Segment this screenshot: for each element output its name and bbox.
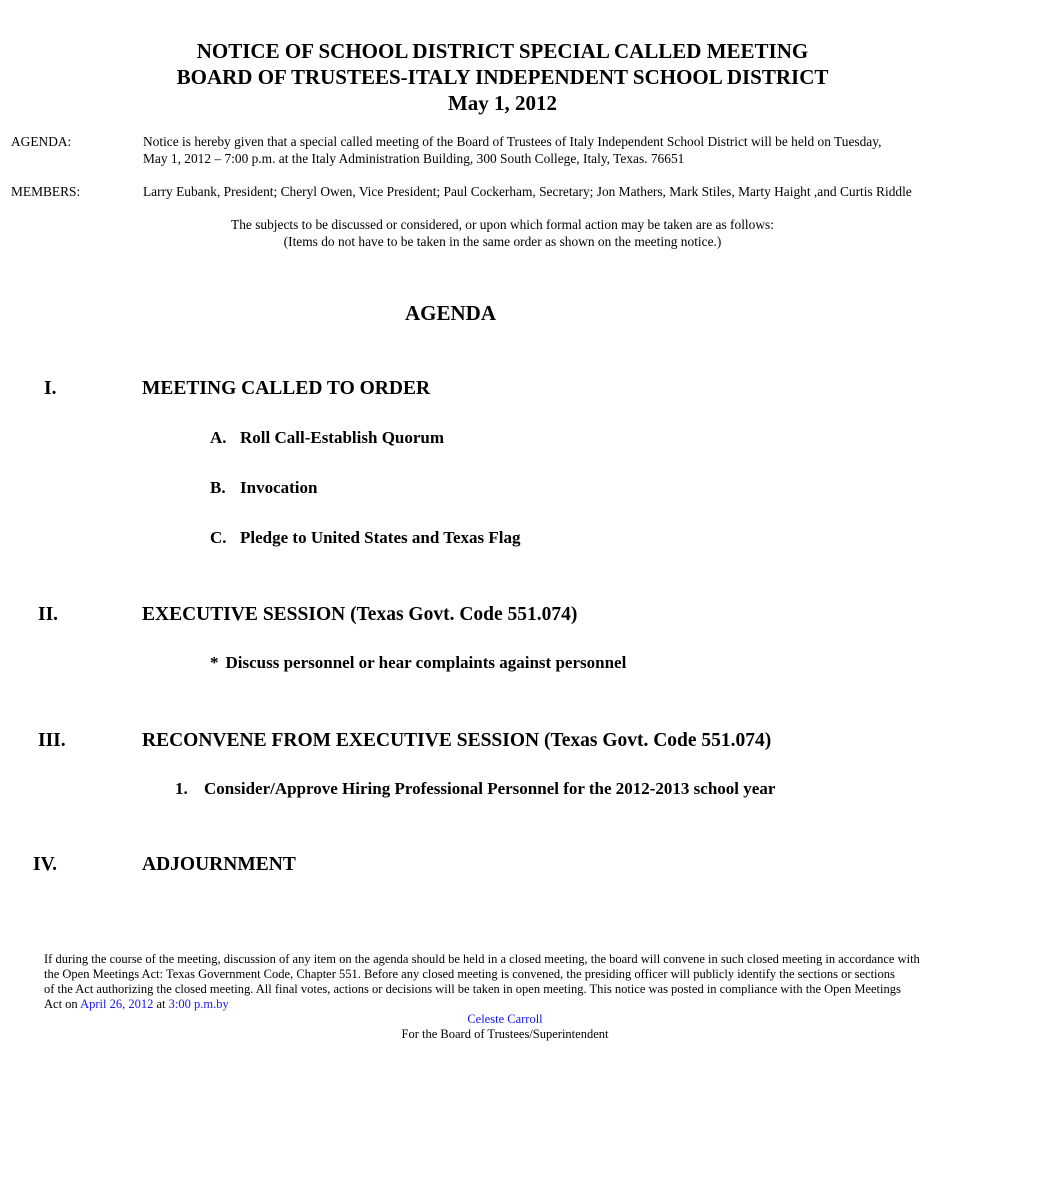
item-1a-label: A. — [210, 428, 227, 447]
section-3-numeral: III. — [38, 730, 66, 751]
notice-label: AGENDA: — [11, 134, 72, 149]
subjects-note — [0, 216, 1005, 250]
footer-line-2: the Open Meetings Act: Texas Government Code, Chapter 551. Before any closed meeting is convened, the presiding officer will publicly identify the sections or sections — [44, 967, 895, 981]
footer-line-4 — [44, 997, 1060, 1012]
section-1-numeral: I. — [44, 378, 57, 399]
footer-paragraph — [0, 952, 1060, 1012]
item-3-1-text: Consider/Approve Hiring Professional Personnel for the 2012-2013 school year — [204, 779, 776, 798]
members-label: MEMBERS: — [11, 184, 81, 199]
footer-line-4-mid: at — [153, 997, 169, 1011]
notice-section — [0, 133, 1060, 167]
footer-line-1: If during the course of the meeting, discussion of any item on the agenda should be held in a closed meeting, the board will convene in such closed meeting in accordance with — [44, 952, 920, 966]
title-line-2: BOARD OF TRUSTEES-ITALY INDEPENDENT SCHOOL DISTRICT — [176, 65, 829, 89]
item-2-star-label: * — [210, 653, 219, 672]
subjects-note-line-2: (Items do not have to be taken in the same order as shown on the meeting notice.) — [283, 234, 722, 249]
notice-text-line-2: May 1, 2012 – 7:00 p.m. at the Italy Administration Building, 300 South College, Italy, Texas. 76651 — [143, 151, 685, 166]
notice-text — [143, 133, 1060, 167]
members-section — [0, 183, 1060, 200]
title-line-3: May 1, 2012 — [447, 91, 558, 115]
signature-block — [0, 1012, 1010, 1042]
agenda-item-3-1 — [0, 778, 1060, 800]
title-line-1: NOTICE OF SCHOOL DISTRICT SPECIAL CALLED MEETING — [196, 39, 809, 63]
notice-text-line-1: Notice is hereby given that a special called meeting of the Board of Trustees of Italy Independent School District will be held on Tuesday, — [143, 134, 882, 149]
item-1a-text: Roll Call-Establish Quorum — [240, 428, 445, 447]
agenda-heading: AGENDA — [405, 301, 497, 325]
document-title — [0, 0, 1005, 116]
agenda-section-4 — [0, 852, 1060, 877]
section-2-title: EXECUTIVE SESSION (Texas Govt. Code 551.074) — [142, 604, 578, 625]
agenda-item-1b — [0, 477, 1060, 499]
section-2-numeral: II. — [38, 604, 59, 625]
section-4-title: ADJOURNMENT — [142, 854, 296, 875]
item-1c-label: C. — [210, 528, 227, 547]
agenda-section-3 — [0, 728, 1060, 753]
section-4-numeral: IV. — [33, 854, 58, 875]
agenda-section-2 — [0, 602, 1060, 627]
members-text: Larry Eubank, President; Cheryl Owen, Vice President; Paul Cockerham, Secretary; Jon Mathers, Mark Stiles, Marty Haight ,and Curtis Riddle — [143, 184, 912, 199]
subjects-note-line-1: The subjects to be discussed or considered, or upon which formal action may be taken are as follows: — [231, 217, 774, 232]
item-1c-text: Pledge to United States and Texas Flag — [240, 528, 521, 547]
item-1b-label: B. — [210, 478, 226, 497]
item-3-1-label: 1. — [175, 779, 188, 798]
agenda-item-2-star — [0, 652, 1060, 674]
signature-name-link[interactable]: Celeste Carroll — [467, 1012, 543, 1026]
footer-line-4-prefix: Act on — [44, 997, 81, 1011]
section-1-title: MEETING CALLED TO ORDER — [142, 378, 431, 399]
footer-line-3: of the Act authorizing the closed meeting. All final votes, actions or decisions will be taken in open meeting. This notice was posted in compliance with the Open Meetings — [44, 982, 901, 996]
signature-role: For the Board of Trustees/Superintendent — [401, 1027, 609, 1041]
agenda-item-1c — [0, 527, 1060, 549]
agenda-section-1 — [0, 376, 1060, 401]
item-2-star-text: Discuss personnel or hear complaints against personnel — [225, 653, 627, 672]
agenda-item-1a — [0, 427, 1060, 449]
item-1b-text: Invocation — [240, 478, 318, 497]
posted-time-link[interactable]: 3:00 p.m.by — [168, 997, 229, 1011]
posted-date-link[interactable]: April 26, 2012 — [80, 997, 154, 1011]
section-3-title: RECONVENE FROM EXECUTIVE SESSION (Texas Govt. Code 551.074) — [142, 730, 772, 751]
